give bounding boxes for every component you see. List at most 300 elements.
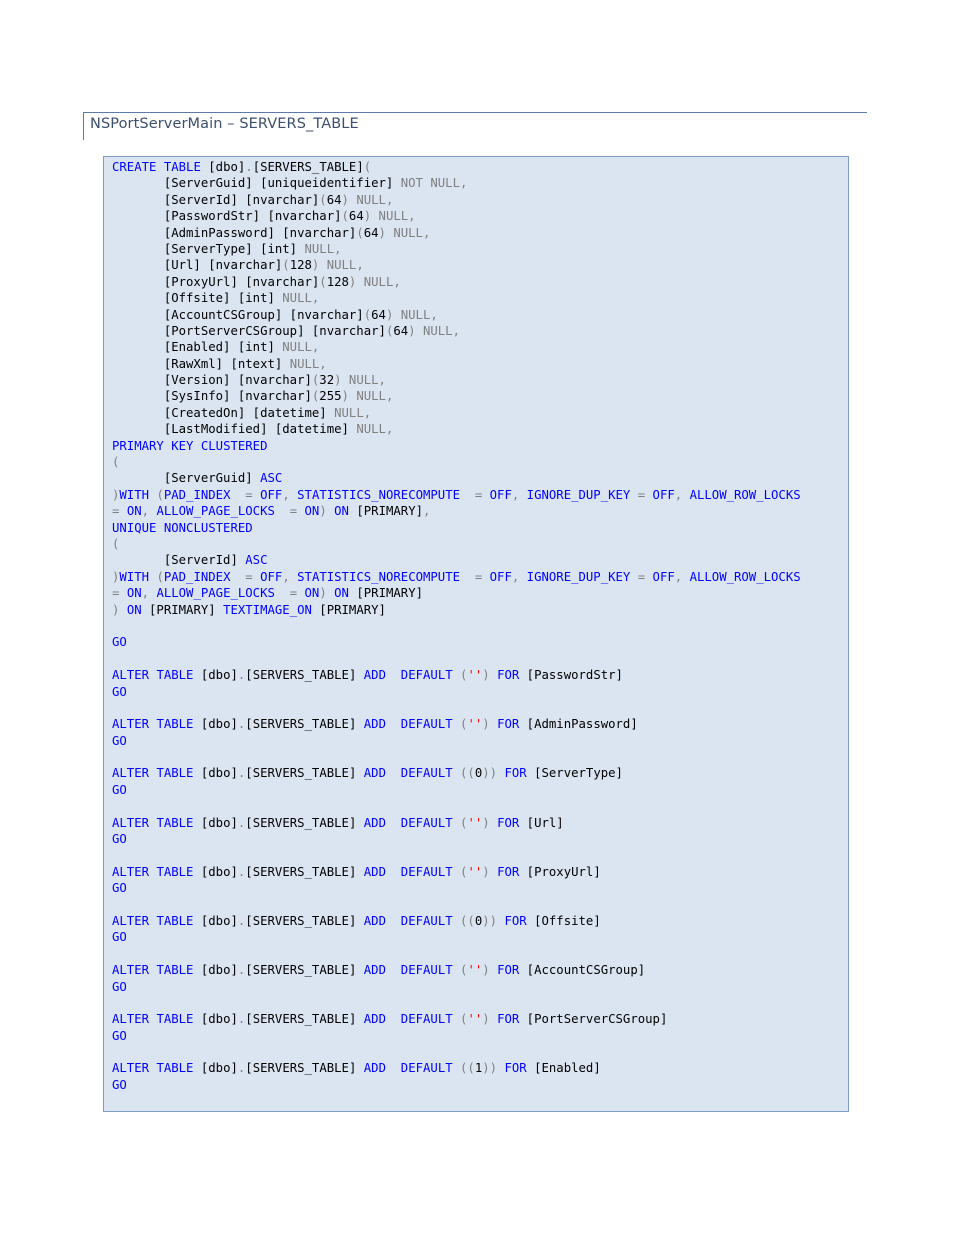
sql-keyword: ON bbox=[304, 586, 320, 601]
sql-operator: ( bbox=[112, 455, 120, 470]
sql-text bbox=[453, 1061, 460, 1075]
sql-keyword: NONCLUSTERED bbox=[163, 520, 253, 535]
sql-text bbox=[253, 488, 260, 502]
code-line bbox=[112, 815, 801, 831]
sql-string: '' bbox=[467, 717, 483, 732]
sql-operator: (( bbox=[460, 913, 475, 928]
sql-text: [ServerGuid] bbox=[112, 471, 261, 486]
sql-operator: ) bbox=[482, 963, 490, 978]
sql-operator: ( bbox=[356, 225, 364, 240]
code-line bbox=[112, 831, 801, 847]
sql-string: '' bbox=[467, 668, 483, 683]
sql-text: [SERVERS_TABLE] bbox=[245, 913, 364, 928]
sql-operator: (( bbox=[460, 766, 475, 781]
code-line bbox=[112, 847, 801, 863]
sql-keyword: ALLOW_ROW_LOCKS bbox=[689, 487, 801, 502]
sql-operator: ( bbox=[319, 192, 327, 207]
sql-keyword: TABLE bbox=[156, 913, 194, 928]
sql-text bbox=[519, 488, 526, 502]
sql-keyword: FOR bbox=[497, 864, 520, 879]
sql-operator: , bbox=[141, 586, 150, 601]
sql-operator: ( bbox=[363, 160, 372, 174]
sql-text bbox=[416, 324, 423, 338]
sql-text bbox=[386, 668, 401, 682]
code-line bbox=[112, 1060, 801, 1076]
section-heading: NSPortServerMain – SERVERS_TABLE bbox=[90, 116, 359, 132]
code-line bbox=[112, 716, 801, 732]
sql-keyword: TABLE bbox=[163, 160, 201, 174]
code-line bbox=[112, 897, 801, 913]
sql-text bbox=[319, 258, 326, 272]
code-line bbox=[112, 700, 801, 716]
sql-text: [PasswordStr] [nvarchar] bbox=[112, 209, 342, 224]
sql-text: [PRIMARY] bbox=[348, 586, 424, 601]
sql-operator: NULL, bbox=[304, 241, 342, 256]
heading-left-bar bbox=[83, 112, 84, 140]
sql-keyword: OFF bbox=[260, 569, 283, 584]
sql-text: 64 bbox=[371, 307, 386, 322]
sql-text bbox=[230, 570, 245, 584]
sql-operator: = bbox=[245, 569, 253, 584]
sql-keyword: PAD_INDEX bbox=[163, 487, 231, 502]
sql-operator: NULL, bbox=[334, 405, 372, 420]
sql-text: 0 bbox=[474, 913, 483, 928]
sql-operator: , bbox=[423, 504, 431, 519]
sql-operator: NULL, bbox=[393, 225, 431, 240]
sql-operator: NULL, bbox=[430, 176, 468, 191]
sql-keyword: DEFAULT bbox=[400, 1012, 453, 1027]
sql-text: 1 bbox=[474, 1061, 483, 1076]
sql-keyword: CREATE bbox=[112, 160, 157, 174]
sql-text: [PasswordStr] bbox=[519, 668, 623, 683]
sql-text bbox=[490, 816, 497, 830]
sql-operator: NULL, bbox=[378, 209, 416, 224]
sql-operator: ) bbox=[341, 389, 349, 404]
sql-keyword: ADD bbox=[363, 668, 386, 683]
code-line bbox=[112, 569, 801, 585]
sql-keyword: ALLOW_PAGE_LOCKS bbox=[156, 586, 275, 601]
sql-operator: NULL, bbox=[422, 323, 460, 338]
sql-text bbox=[275, 586, 290, 600]
sql-text: [PRIMARY] bbox=[141, 602, 224, 617]
sql-operator: . bbox=[237, 1012, 246, 1027]
sql-text: 255 bbox=[319, 389, 342, 404]
sql-text bbox=[453, 865, 460, 879]
sql-text: [dbo] bbox=[193, 864, 238, 879]
sql-operator: = bbox=[245, 487, 253, 502]
sql-text bbox=[630, 570, 637, 584]
sql-keyword: DEFAULT bbox=[400, 963, 453, 978]
sql-text: [dbo] bbox=[193, 1061, 238, 1076]
sql-operator: ( bbox=[282, 258, 290, 273]
sql-text bbox=[275, 504, 290, 518]
sql-operator: , bbox=[511, 487, 520, 502]
sql-operator: ) bbox=[112, 487, 120, 502]
sql-operator: ( bbox=[460, 864, 468, 879]
sql-text bbox=[682, 570, 689, 584]
sql-operator: (( bbox=[460, 1061, 475, 1076]
sql-text bbox=[386, 816, 401, 830]
code-line bbox=[112, 405, 801, 421]
code-line bbox=[112, 798, 801, 814]
sql-operator: )) bbox=[482, 1061, 498, 1076]
sql-operator: ( bbox=[460, 668, 468, 683]
sql-keyword: FOR bbox=[497, 1012, 520, 1027]
sql-keyword: OFF bbox=[489, 487, 512, 502]
sql-operator: NOT bbox=[400, 176, 423, 191]
sql-operator: . bbox=[237, 864, 246, 879]
heading-rule bbox=[83, 112, 867, 113]
sql-operator: ) bbox=[482, 717, 490, 732]
sql-keyword: ON bbox=[334, 504, 349, 519]
sql-text bbox=[482, 570, 489, 584]
sql-keyword: FOR bbox=[497, 668, 520, 683]
sql-keyword: ADD bbox=[363, 963, 386, 978]
sql-operator: NULL, bbox=[326, 258, 364, 273]
sql-operator: . bbox=[237, 717, 246, 732]
sql-operator: ) bbox=[112, 602, 120, 617]
sql-text bbox=[297, 504, 304, 518]
sql-text: [SERVERS_TABLE] bbox=[245, 766, 364, 781]
sql-text bbox=[156, 160, 163, 174]
sql-text bbox=[297, 586, 304, 600]
sql-text: [dbo] bbox=[193, 717, 238, 732]
sql-text bbox=[119, 504, 126, 518]
sql-keyword: ON bbox=[126, 602, 142, 617]
sql-operator: ( bbox=[319, 274, 327, 289]
sql-keyword: STATISTICS_NORECOMPUTE bbox=[297, 487, 461, 502]
code-line bbox=[112, 225, 801, 241]
sql-keyword: ADD bbox=[363, 717, 386, 732]
sql-keyword: DEFAULT bbox=[400, 717, 453, 732]
sql-operator: ) bbox=[385, 307, 394, 322]
sql-operator: = bbox=[474, 487, 483, 502]
sql-keyword: ADD bbox=[363, 913, 386, 928]
sql-operator: = bbox=[289, 504, 298, 519]
sql-text bbox=[193, 439, 200, 453]
sql-text bbox=[386, 766, 401, 780]
sql-text: [Offsite] [int] bbox=[112, 291, 283, 306]
sql-keyword: ALTER bbox=[112, 668, 150, 683]
sql-operator: NULL, bbox=[363, 274, 401, 289]
sql-text: [CreatedOn] [datetime] bbox=[112, 405, 335, 420]
sql-text: 64 bbox=[393, 323, 409, 338]
code-line bbox=[112, 421, 801, 437]
sql-keyword: ON bbox=[304, 504, 320, 519]
sql-text: [dbo] bbox=[193, 815, 238, 830]
code-line bbox=[112, 749, 801, 765]
sql-operator: = bbox=[637, 569, 646, 584]
sql-operator: ( bbox=[460, 1012, 468, 1027]
sql-keyword: PRIMARY bbox=[112, 438, 164, 453]
sql-operator: ) bbox=[408, 323, 416, 338]
sql-text bbox=[645, 488, 652, 502]
sql-code-block bbox=[103, 156, 849, 1112]
sql-text: [ProxyUrl] bbox=[519, 864, 601, 879]
code-line bbox=[112, 257, 801, 273]
sql-text: [PRIMARY] bbox=[311, 602, 386, 617]
sql-text bbox=[453, 816, 460, 830]
code-line bbox=[112, 995, 801, 1011]
code-line bbox=[112, 487, 801, 503]
sql-keyword: TABLE bbox=[156, 766, 194, 781]
code-line bbox=[112, 733, 801, 749]
sql-keyword: ALTER bbox=[112, 1061, 150, 1076]
sql-operator: . bbox=[237, 913, 246, 928]
sql-keyword: TABLE bbox=[156, 1061, 194, 1076]
code-line bbox=[112, 1077, 801, 1093]
sql-operator: ( bbox=[460, 963, 468, 978]
sql-keyword: ADD bbox=[363, 1061, 386, 1076]
sql-keyword: GO bbox=[112, 635, 127, 650]
code-line bbox=[112, 454, 801, 470]
sql-operator: NULL, bbox=[400, 307, 438, 322]
sql-text: [Url] [nvarchar] bbox=[112, 258, 283, 273]
sql-keyword: TEXTIMAGE_ON bbox=[223, 602, 312, 617]
sql-text: [SERVERS_TABLE] bbox=[245, 668, 364, 683]
code-line bbox=[112, 339, 801, 355]
sql-text bbox=[453, 963, 460, 977]
sql-operator: NULL, bbox=[356, 422, 394, 437]
sql-text: [SERVERS_TABLE] bbox=[245, 717, 364, 732]
sql-text bbox=[342, 373, 349, 387]
sql-operator: NULL, bbox=[356, 389, 394, 404]
code-line bbox=[112, 503, 801, 519]
sql-text: [ServerId] [nvarchar] bbox=[112, 192, 320, 207]
sql-keyword: GO bbox=[112, 733, 127, 748]
sql-string: '' bbox=[467, 1012, 483, 1027]
code-line bbox=[112, 634, 801, 650]
sql-operator: NULL, bbox=[348, 373, 386, 388]
sql-text bbox=[490, 668, 497, 682]
sql-text bbox=[393, 308, 400, 322]
sql-operator: ) bbox=[363, 209, 372, 224]
sql-keyword: FOR bbox=[497, 963, 520, 978]
sql-text: [AccountCSGroup] [nvarchar] bbox=[112, 307, 364, 322]
sql-keyword: ADD bbox=[363, 766, 386, 781]
sql-operator: ) bbox=[482, 668, 490, 683]
sql-text: [SERVERS_TABLE] bbox=[245, 815, 364, 830]
sql-keyword: ON bbox=[126, 586, 142, 601]
sql-keyword: ALTER bbox=[112, 963, 150, 978]
sql-text: [Url] bbox=[519, 815, 564, 830]
sql-text bbox=[460, 488, 475, 502]
code-line bbox=[112, 372, 801, 388]
sql-keyword: FOR bbox=[504, 913, 527, 928]
sql-operator: ( bbox=[460, 815, 468, 830]
sql-text: 64 bbox=[348, 209, 364, 224]
sql-string: '' bbox=[467, 815, 483, 830]
sql-keyword: ALTER bbox=[112, 766, 150, 781]
sql-keyword: ALLOW_PAGE_LOCKS bbox=[156, 504, 275, 519]
sql-code bbox=[112, 159, 801, 1093]
sql-operator: NULL, bbox=[282, 291, 320, 306]
sql-operator: ) bbox=[482, 1012, 490, 1027]
sql-text: [SERVERS_TABLE] bbox=[245, 1061, 364, 1076]
code-line bbox=[112, 159, 801, 175]
sql-text bbox=[490, 717, 497, 731]
sql-operator: ( bbox=[156, 487, 164, 502]
sql-text: [PortServerCSGroup] bbox=[519, 1012, 668, 1027]
sql-text: [SERVERS_TABLE] bbox=[245, 963, 364, 978]
sql-keyword: ALTER bbox=[112, 913, 150, 928]
sql-operator: . bbox=[237, 766, 246, 781]
sql-text: [dbo] bbox=[193, 963, 238, 978]
sql-text: [PortServerCSGroup] [nvarchar] bbox=[112, 323, 386, 338]
sql-text: [dbo] bbox=[193, 1012, 238, 1027]
sql-operator: = bbox=[474, 569, 483, 584]
sql-operator: . bbox=[237, 1061, 246, 1076]
sql-text: [SERVERS_TABLE] bbox=[245, 864, 364, 879]
sql-text: [Enabled] [int] bbox=[112, 340, 283, 355]
sql-text: [RawXml] [ntext] bbox=[112, 356, 290, 371]
sql-text bbox=[490, 865, 497, 879]
sql-operator: ) bbox=[378, 225, 386, 240]
sql-text bbox=[453, 766, 460, 780]
sql-text bbox=[156, 521, 163, 535]
sql-operator: = bbox=[289, 586, 298, 601]
sql-text bbox=[253, 570, 260, 584]
code-line bbox=[112, 1044, 801, 1060]
sql-keyword: TABLE bbox=[156, 864, 194, 879]
sql-operator: ( bbox=[156, 569, 164, 584]
sql-keyword: ALTER bbox=[112, 815, 150, 830]
code-line bbox=[112, 536, 801, 552]
code-line bbox=[112, 651, 801, 667]
code-line bbox=[112, 290, 801, 306]
sql-string: '' bbox=[467, 864, 483, 879]
sql-keyword: ON bbox=[334, 586, 349, 601]
sql-keyword: GO bbox=[112, 684, 127, 699]
sql-text: [SysInfo] [nvarchar] bbox=[112, 389, 312, 404]
sql-operator: = bbox=[637, 487, 646, 502]
sql-keyword: ADD bbox=[363, 815, 386, 830]
sql-text bbox=[682, 488, 689, 502]
sql-text: [Enabled] bbox=[526, 1061, 601, 1076]
sql-text: [Version] [nvarchar] bbox=[112, 373, 312, 388]
sql-keyword: TABLE bbox=[156, 963, 194, 978]
code-line bbox=[112, 208, 801, 224]
code-line bbox=[112, 241, 801, 257]
sql-keyword: GO bbox=[112, 832, 127, 847]
sql-text: 0 bbox=[474, 766, 483, 781]
sql-operator: , bbox=[282, 569, 290, 584]
code-line bbox=[112, 520, 801, 536]
sql-text bbox=[386, 963, 401, 977]
sql-keyword: FOR bbox=[497, 717, 520, 732]
sql-operator: ) bbox=[482, 864, 490, 879]
code-line bbox=[112, 618, 801, 634]
sql-operator: ) bbox=[348, 274, 357, 289]
sql-text bbox=[630, 488, 637, 502]
sql-keyword: GO bbox=[112, 979, 127, 994]
sql-text: [AdminPassword] [nvarchar] bbox=[112, 225, 357, 240]
sql-operator: ) bbox=[112, 569, 120, 584]
sql-keyword: OFF bbox=[652, 487, 675, 502]
sql-text: [ServerGuid] [uniqueidentifier] bbox=[112, 176, 401, 191]
sql-text: [SERVERS_TABLE] bbox=[245, 1012, 364, 1027]
sql-keyword: UNIQUE bbox=[112, 520, 157, 535]
code-line bbox=[112, 388, 801, 404]
sql-keyword: TABLE bbox=[156, 668, 194, 683]
code-line bbox=[112, 307, 801, 323]
sql-keyword: ADD bbox=[363, 864, 386, 879]
code-line bbox=[112, 1011, 801, 1027]
sql-operator: , bbox=[282, 487, 290, 502]
sql-operator: ) bbox=[311, 258, 320, 273]
sql-string: '' bbox=[467, 963, 483, 978]
sql-keyword: ALLOW_ROW_LOCKS bbox=[689, 569, 801, 584]
sql-operator: ( bbox=[311, 389, 320, 404]
code-line bbox=[112, 979, 801, 995]
sql-text bbox=[645, 570, 652, 584]
sql-text: [AdminPassword] bbox=[519, 717, 638, 732]
code-line bbox=[112, 602, 801, 618]
sql-text bbox=[119, 603, 126, 617]
sql-operator: )) bbox=[482, 913, 498, 928]
sql-operator: ) bbox=[319, 504, 327, 519]
sql-text: [LastModified] [datetime] bbox=[112, 422, 357, 437]
sql-text bbox=[453, 914, 460, 928]
sql-text bbox=[386, 1061, 401, 1075]
code-line bbox=[112, 880, 801, 896]
sql-keyword: FOR bbox=[504, 766, 527, 781]
sql-text bbox=[119, 586, 126, 600]
code-line bbox=[112, 438, 801, 454]
sql-text: [dbo] bbox=[193, 668, 238, 683]
sql-text: [AccountCSGroup] bbox=[519, 963, 646, 978]
sql-text: 32 bbox=[319, 373, 335, 388]
sql-text bbox=[460, 570, 475, 584]
sql-keyword: DEFAULT bbox=[400, 1061, 453, 1076]
sql-keyword: GO bbox=[112, 930, 127, 945]
sql-keyword: FOR bbox=[497, 815, 520, 830]
sql-keyword: FOR bbox=[504, 1061, 527, 1076]
code-line bbox=[112, 274, 801, 290]
sql-keyword: DEFAULT bbox=[400, 668, 453, 683]
sql-keyword: WITH bbox=[119, 569, 150, 584]
code-line bbox=[112, 323, 801, 339]
sql-text: [ServerId] bbox=[112, 553, 246, 568]
sql-keyword: ADD bbox=[363, 1012, 386, 1027]
sql-operator: ( bbox=[112, 536, 120, 551]
code-line bbox=[112, 192, 801, 208]
sql-operator: , bbox=[674, 569, 683, 584]
sql-keyword: ALTER bbox=[112, 1012, 150, 1027]
sql-keyword: DEFAULT bbox=[400, 913, 453, 928]
code-line bbox=[112, 552, 801, 568]
sql-keyword: ON bbox=[126, 504, 142, 519]
sql-text bbox=[386, 914, 401, 928]
code-line bbox=[112, 782, 801, 798]
sql-keyword: GO bbox=[112, 1077, 127, 1092]
sql-text bbox=[453, 717, 460, 731]
sql-text bbox=[490, 963, 497, 977]
code-line bbox=[112, 864, 801, 880]
sql-operator: ) bbox=[334, 373, 342, 388]
sql-text: 64 bbox=[326, 192, 342, 207]
sql-text bbox=[230, 488, 245, 502]
sql-operator: = bbox=[112, 586, 120, 601]
sql-keyword: KEY bbox=[171, 438, 194, 453]
code-line bbox=[112, 585, 801, 601]
sql-text bbox=[482, 488, 489, 502]
sql-operator: . bbox=[237, 668, 246, 683]
sql-operator: = bbox=[112, 504, 120, 519]
sql-text bbox=[386, 1012, 401, 1026]
sql-text: 64 bbox=[363, 225, 379, 240]
code-line bbox=[112, 684, 801, 700]
